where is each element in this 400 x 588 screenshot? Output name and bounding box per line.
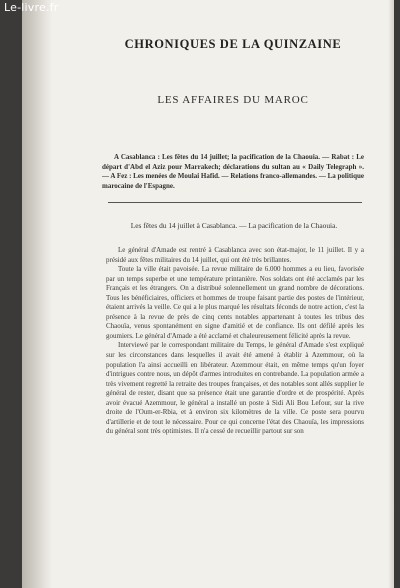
paragraph: Toute la ville était pavoisée. La revue militaire de 6.000 hommes a eu lieu, favorisée par un temps superbe et une température printanière. Nos soldats ont été acclamés par les Français et les étrangers. On a distribué solennellement un grand nombre de décorations. Tous les bénéficiaires, officiers et hommes de troupe faisant partie des postes de l'intérieur, étaient arrivés la veille. Ce qui a le plus marqué les résultats féconds de notre action, c'est la présence à la revue de près de cinq cents notables appartenant à toutes les tribus des Chaouïa, venus spontanément en signe d'amitié et de confiance. Ils ont défilé après les goumiers. Le général d'Amade a été acclamé et chaleureusement félicité après la revue. — [106, 265, 364, 340]
article-body — [106, 246, 364, 437]
summary-text: A Casablanca : Les fêtes du 14 juillet; la pacification de la Chaouia. — Rabat : Le départ d'Abd el Aziz pour Marrakech; déclarations du sultan au « Daily Telegraph ». — A Fez : Les menées de Moulai Hafid. — Relations franco-allemandes. — La politique marocaine de l'Espagne. — [102, 153, 364, 190]
separator-rule — [108, 202, 362, 203]
paragraph: Interviewé par le correspondant militaire du Temps, le général d'Amade s'est expliqué sur les circonstances dans lesquelles il avait été amené à établir à Azemmour, où la population l'a ainsi accueilli en libérateur. Azemmour était, en même temps qu'un foyer d'intrigues contre nous, un dépôt d'armes introduites en contrebande. La population armée a très vivement regretté la retraite des troupes françaises, et des notables sont allés supplier le général de rester, disant que sa présence était une garantie d'ordre et de prospérité. Après avoir évacué Azemmour, le général a installé un poste à Sidi Ali Bou Lefour, sur la rive droite de l'Oum-er-Rbia, et à environ six kilomètres de la ville. Ce poste sera pourvu d'artillerie et de tout le nécessaire. Pour ce qui concerne l'état des Chaouïa, les impressions du général sont très optimistes. Il n'a cessé de recueillir partout sur son — [106, 341, 364, 436]
page-edge — [388, 0, 394, 588]
page-gutter-shadow — [22, 0, 52, 588]
book-page — [22, 0, 394, 588]
section-title: LES AFFAIRES DU MAROC — [157, 94, 309, 106]
paragraph: Le général d'Amade est rentré à Casablanca avec son état-major, le 11 juillet. Il y a présidé aux fêtes militaires du 14 juillet, qui ont été très brillantes. — [106, 246, 364, 264]
subsection-heading: Les fêtes du 14 juillet à Casablanca. — La pacification de la Chaouia. — [130, 221, 338, 230]
chapter-summary — [102, 153, 364, 191]
chronique-title: CHRONIQUES DE LA QUINZAINE — [124, 37, 342, 51]
watermark-logo: Le-livre.fr — [4, 1, 59, 14]
